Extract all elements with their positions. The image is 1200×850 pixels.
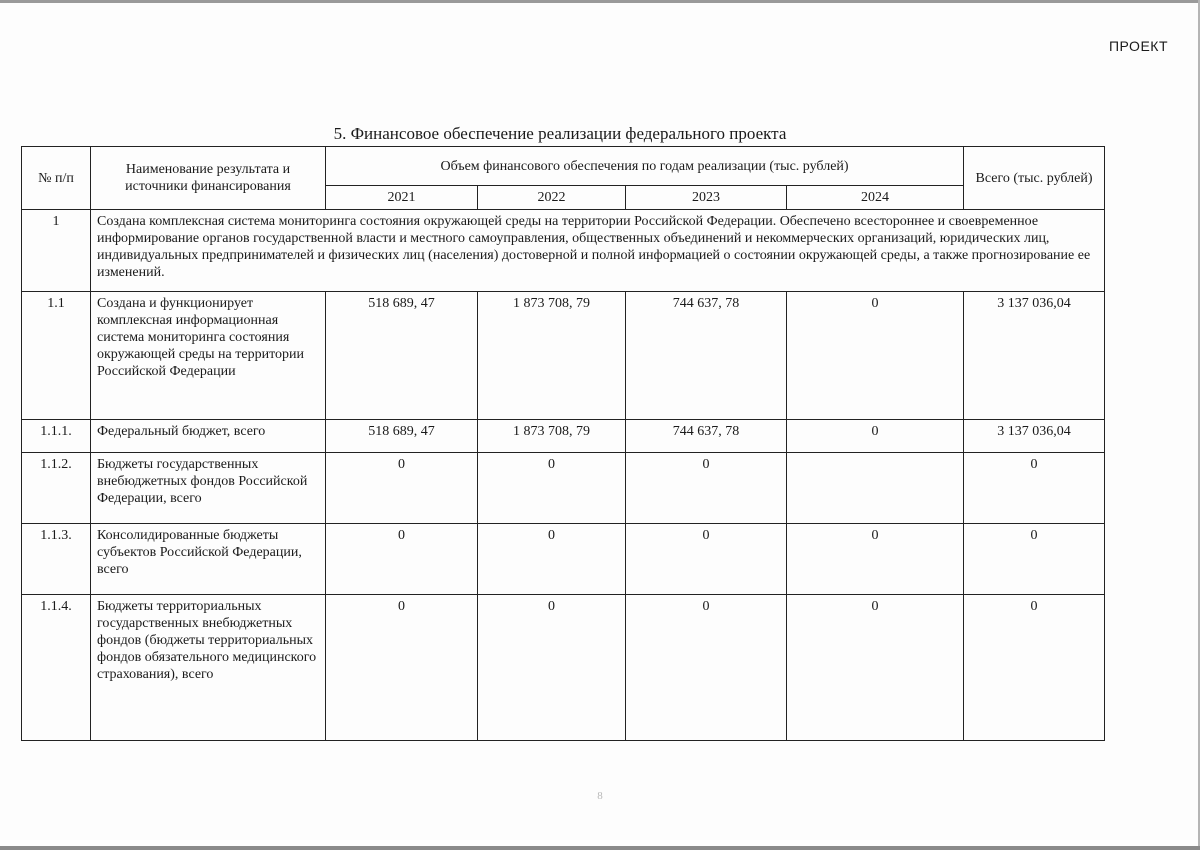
- table-row: [22, 420, 1105, 453]
- row-value-2022: 1 873 708, 79: [478, 292, 626, 420]
- row-num: 1.1.1.: [22, 420, 91, 453]
- row-value-2024: [787, 453, 964, 524]
- row-num: 1.1.2.: [22, 453, 91, 524]
- header-year-2023: 2023: [626, 186, 787, 210]
- row-name: Федеральный бюджет, всего: [91, 420, 326, 453]
- row-total: 3 137 036,04: [964, 292, 1105, 420]
- draft-stamp: ПРОЕКТ: [1108, 38, 1168, 54]
- header-year-2022: 2022: [478, 186, 626, 210]
- row-num: 1.1.3.: [22, 524, 91, 595]
- row-total: 3 137 036,04: [964, 420, 1105, 453]
- header-num: № п/п: [22, 147, 91, 210]
- row-value-2023: 0: [626, 453, 787, 524]
- row-name: Бюджеты государственных внебюджетных фондов Российской Федерации, всего: [91, 453, 326, 524]
- row-total: 0: [964, 524, 1105, 595]
- table-row: [22, 292, 1105, 420]
- row-num: 1.1: [22, 292, 91, 420]
- row-value-2022: 0: [478, 524, 626, 595]
- header-year-2021: 2021: [326, 186, 478, 210]
- row-total: 0: [964, 595, 1105, 741]
- row-value-2022: 0: [478, 453, 626, 524]
- row-name: Создана и функционирует комплексная информационная система мониторинга состояния окружающей среды на территории Российской Федерации: [91, 292, 326, 420]
- row-value-2022: 0: [478, 595, 626, 741]
- row-value-2023: 0: [626, 524, 787, 595]
- page-number: 8: [597, 790, 603, 802]
- row-value-2024: 0: [787, 420, 964, 453]
- header-year-2024: 2024: [787, 186, 964, 210]
- table-row: [22, 595, 1105, 741]
- header-total: Всего (тыс. рублей): [964, 147, 1105, 210]
- row-name: Бюджеты территориальных государственных внебюджетных фондов (бюджеты территориальных фондов обязательного медицинского страхования), всего: [91, 595, 326, 741]
- row-num: 1.1.4.: [22, 595, 91, 741]
- row-value-2024: 0: [787, 595, 964, 741]
- header-name: Наименование результата и источники финансирования: [91, 147, 326, 210]
- row-name: Консолидированные бюджеты субъектов Российской Федерации, всего: [91, 524, 326, 595]
- row-value-2021: 518 689, 47: [326, 420, 478, 453]
- group-row: [22, 210, 1105, 292]
- financing-table: [21, 146, 1105, 741]
- row-value-2023: 0: [626, 595, 787, 741]
- row-value-2021: 0: [326, 595, 478, 741]
- row-value-2021: 518 689, 47: [326, 292, 478, 420]
- row-value-2024: 0: [787, 524, 964, 595]
- section-title: 5. Финансовое обеспечение реализации федерального проекта: [333, 124, 787, 143]
- row-value-2021: 0: [326, 524, 478, 595]
- row-value-2024: 0: [787, 292, 964, 420]
- row-value-2022: 1 873 708, 79: [478, 420, 626, 453]
- row-total: 0: [964, 453, 1105, 524]
- group-text: Создана комплексная система мониторинга состояния окружающей среды на территории Российской Федерации. Обеспечено всестороннее и своевременное информирование органов государственной власти и местного самоуправления, общественных объединений и некоммерческих организаций, юридических лиц, индивидуальных предпринимателей и физических лиц (населения) достоверной и полной информацией о состоянии окружающей среды, а также прогнозирование ее изменений.: [91, 210, 1105, 292]
- row-value-2023: 744 637, 78: [626, 420, 787, 453]
- group-num: 1: [22, 210, 91, 292]
- table-row: [22, 524, 1105, 595]
- row-value-2021: 0: [326, 453, 478, 524]
- header-volume: Объем финансового обеспечения по годам реализации (тыс. рублей): [326, 147, 964, 186]
- page-edge-top: [0, 0, 1200, 3]
- page-edge-bottom: [0, 846, 1200, 850]
- row-value-2023: 744 637, 78: [626, 292, 787, 420]
- table-row: [22, 453, 1105, 524]
